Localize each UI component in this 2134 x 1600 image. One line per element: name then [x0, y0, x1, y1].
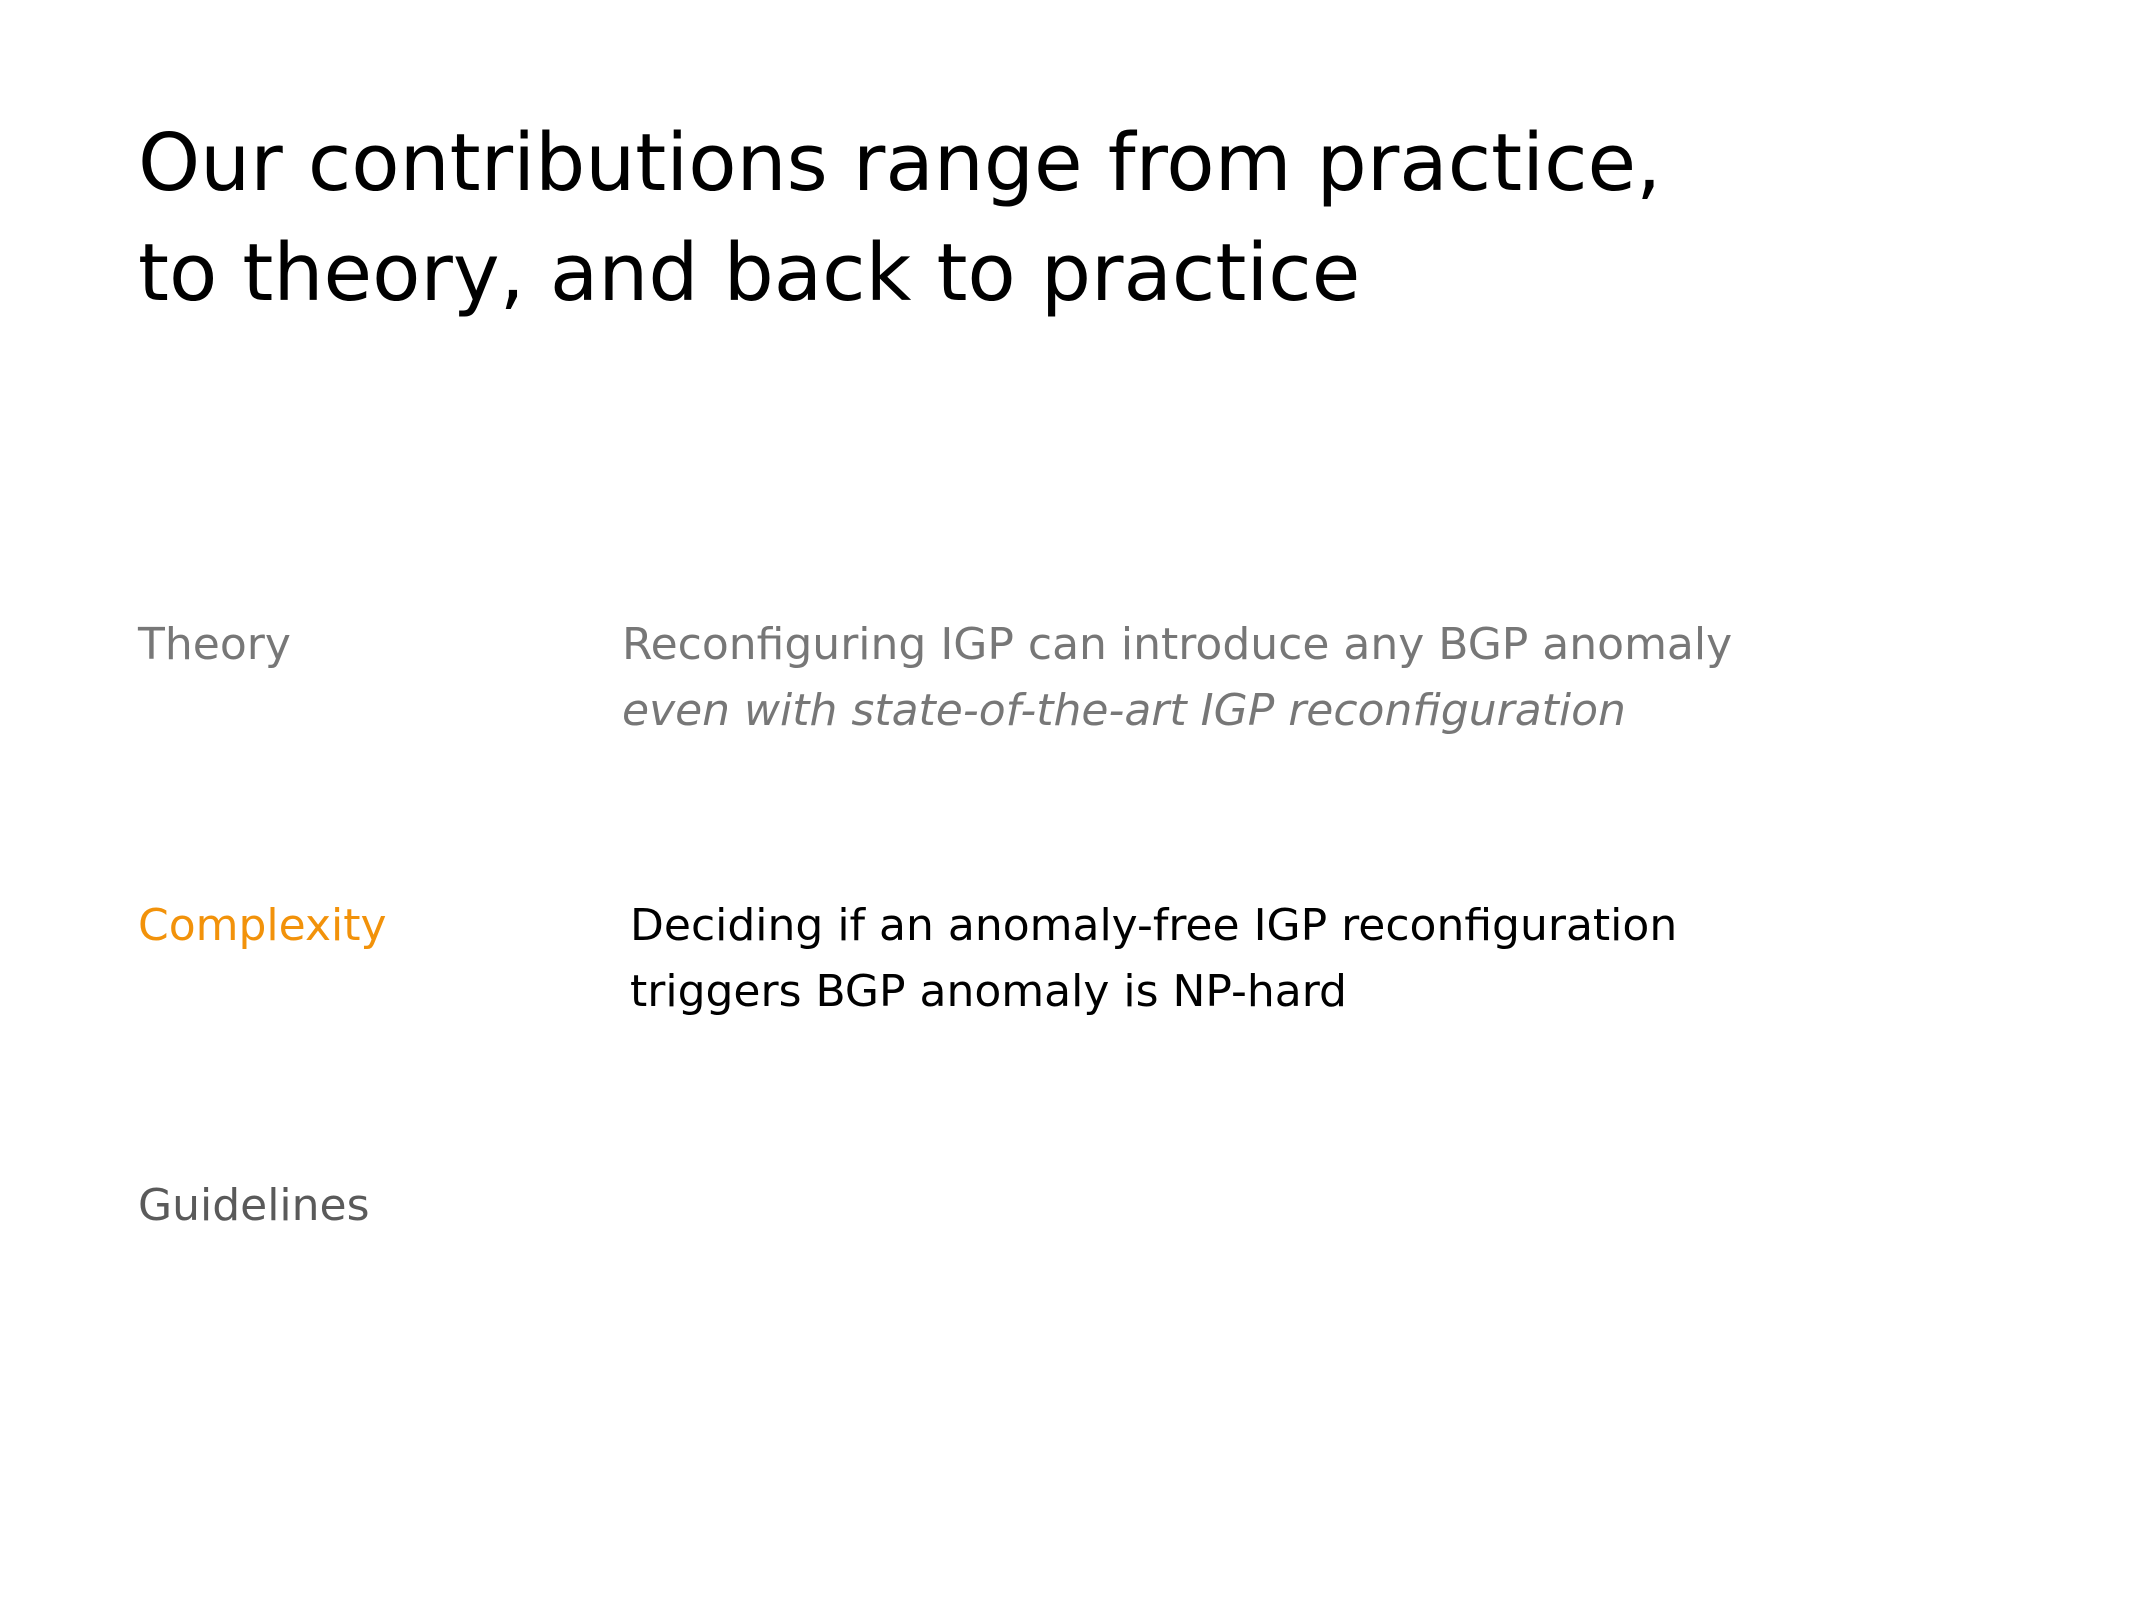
slide-title	[138, 108, 1938, 328]
row-desc-theory-line-2: even with state-of-the-art IGP reconfiguration	[622, 685, 1626, 736]
row-label-complexity: Complexity	[138, 900, 387, 951]
row-label-theory: Theory	[138, 619, 291, 670]
row-desc-complexity-line-1: Deciding if an anomaly-free IGP reconfiguration	[630, 900, 1678, 951]
row-desc-theory-line-1: Reconfiguring IGP can introduce any BGP anomaly	[622, 619, 1733, 670]
slide-title-line-1: Our contributions range from practice,	[138, 117, 1662, 209]
row-label-guidelines: Guidelines	[138, 1180, 370, 1231]
row-desc-complexity-line-2: triggers BGP anomaly is NP-hard	[630, 966, 1347, 1017]
row-desc-complexity	[630, 893, 1677, 1025]
row-desc-theory	[622, 612, 1732, 744]
slide-title-line-2: to theory, and back to practice	[138, 227, 1361, 319]
